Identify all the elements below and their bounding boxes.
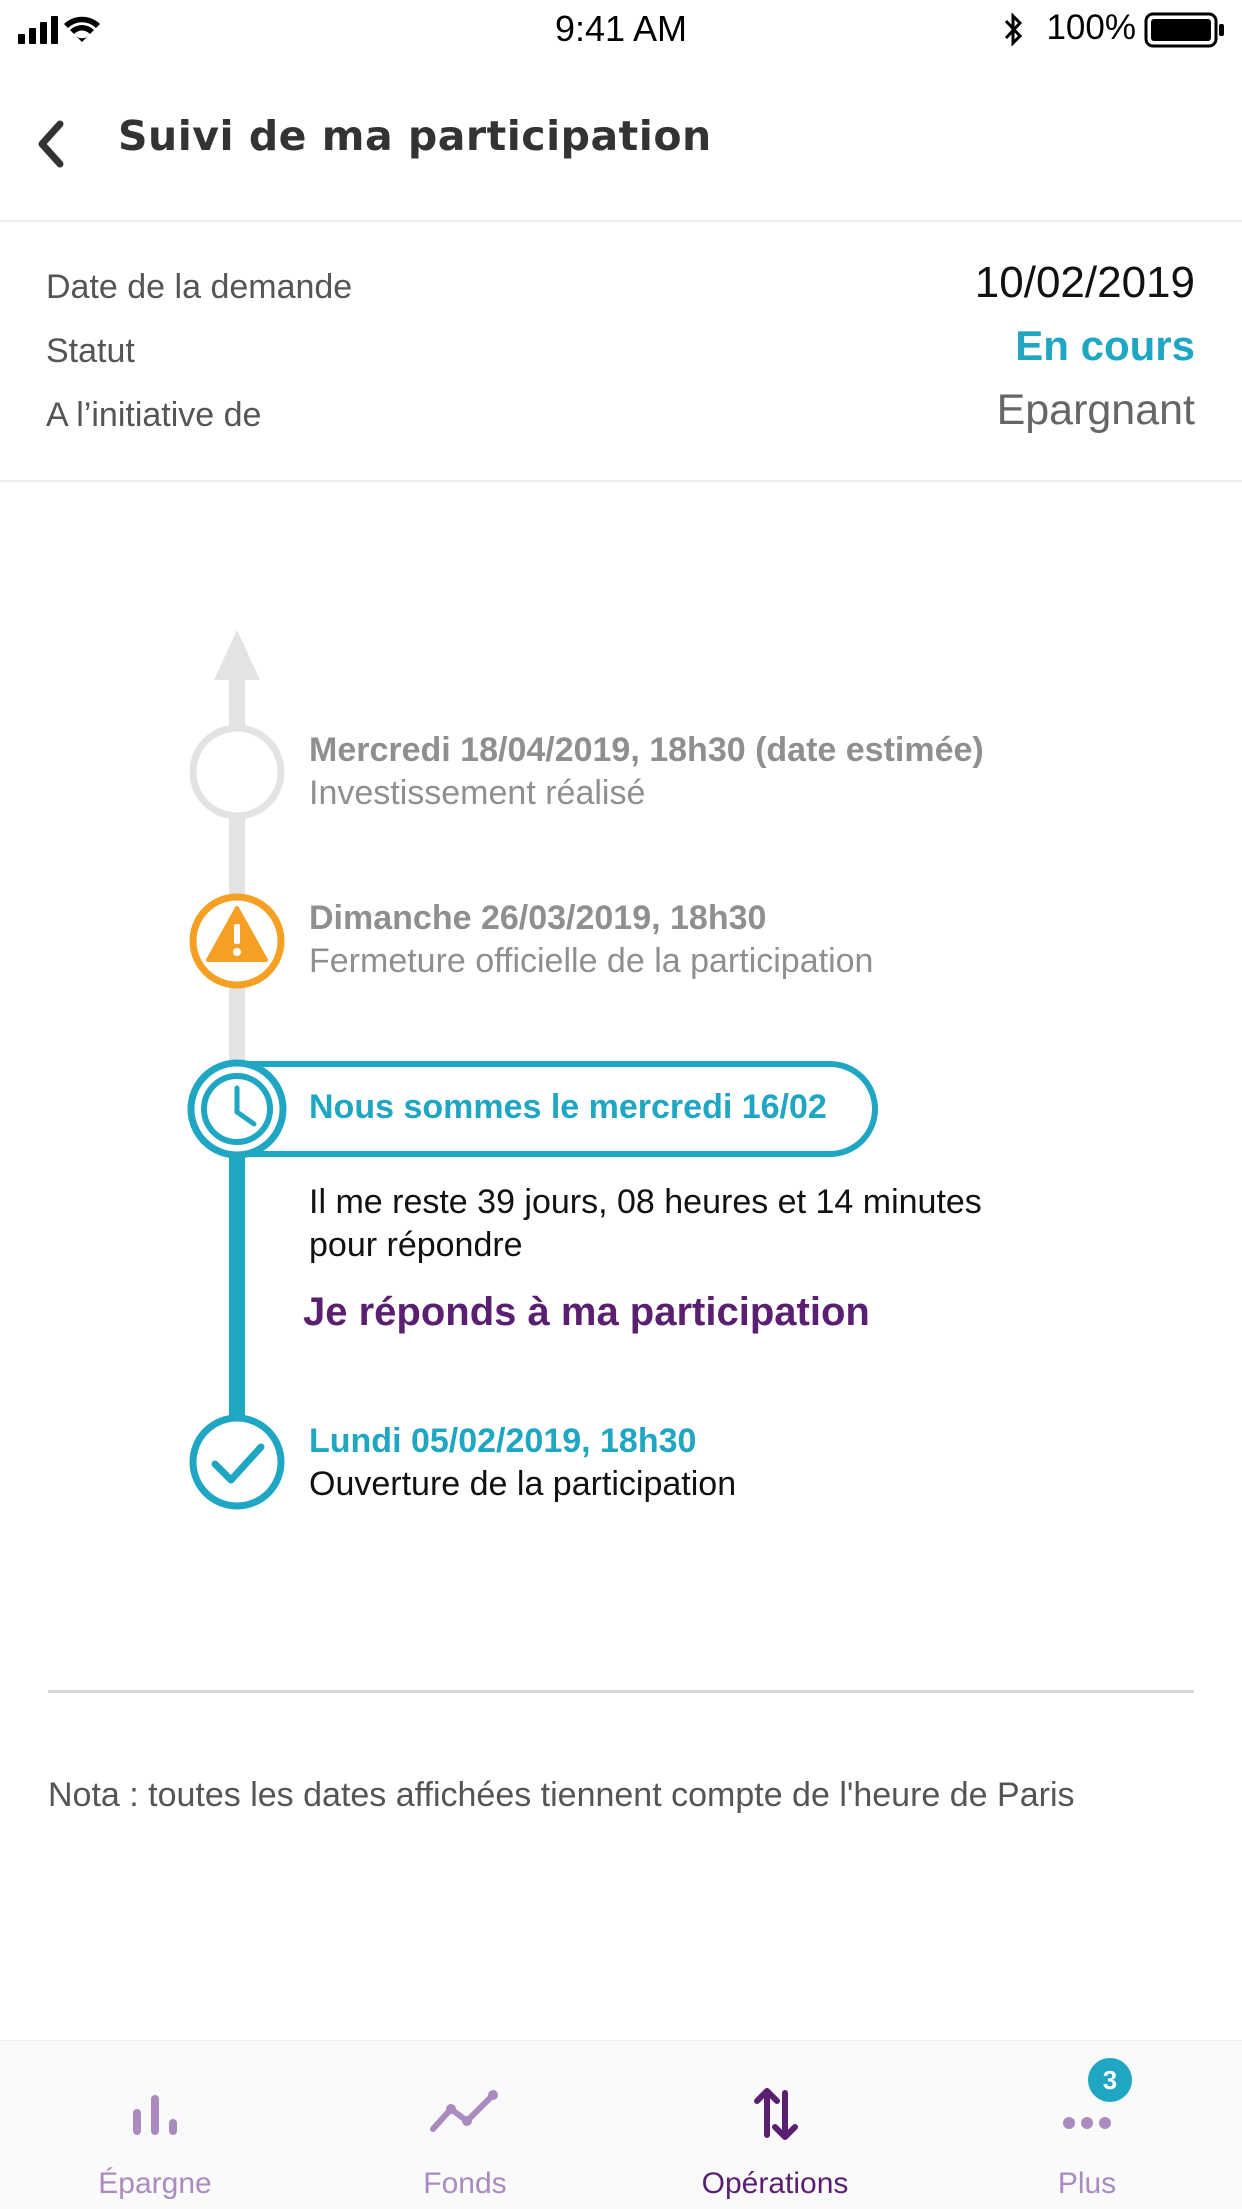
status-value: En cours <box>1015 322 1195 369</box>
battery-icon <box>1144 12 1228 48</box>
battery-percent: 100% <box>1046 8 1136 47</box>
tab-operations[interactable] <box>620 2041 930 2209</box>
page-title: Suivi de ma participation <box>118 112 712 160</box>
step-opening-date: Lundi 05/02/2019, 18h30 <box>309 1422 697 1460</box>
tab-label-epargne: Épargne <box>98 2167 212 2200</box>
tab-label-plus: Plus <box>1057 2167 1117 2200</box>
status-label: Statut <box>46 332 135 370</box>
step-current-title: Nous sommes le mercredi 16/02 <box>309 1088 827 1126</box>
tab-bar <box>0 2040 1242 2209</box>
step-closing-label: Fermeture officielle de la participation <box>309 942 874 980</box>
remaining-time-text-2: pour répondre <box>309 1226 523 1264</box>
tab-plus[interactable] <box>932 2041 1242 2209</box>
divider <box>48 1690 1194 1693</box>
line-chart-icon <box>425 2083 505 2143</box>
tab-label-fonds: Fonds <box>423 2167 507 2200</box>
initiative-label: A l’initiative de <box>46 396 262 434</box>
header <box>0 60 1242 222</box>
done-step-circle <box>193 1418 281 1506</box>
summary-panel <box>0 222 1242 482</box>
timezone-note: Nota : toutes les dates affichées tiennent compte de l'heure de Paris <box>48 1776 1075 1814</box>
tab-label-operations: Opérations <box>701 2167 849 2200</box>
tab-epargne[interactable] <box>0 2041 310 2209</box>
timeline-arrow-up-icon <box>214 630 260 680</box>
request-date-value: 10/02/2019 <box>974 258 1195 307</box>
status-time: 9:41 AM <box>554 8 688 49</box>
future-step-circle-icon <box>193 728 281 816</box>
remaining-time-text: Il me reste 39 jours, 08 heures et 14 minutes <box>309 1183 982 1221</box>
notification-badge: 3 <box>1088 2058 1132 2102</box>
request-date-label: Date de la demande <box>46 268 353 306</box>
step-closing-date: Dimanche 26/03/2019, 18h30 <box>309 899 767 937</box>
tab-fonds[interactable] <box>310 2041 620 2209</box>
transfer-arrows-icon <box>735 2083 815 2143</box>
bar-chart-icon <box>115 2083 195 2143</box>
step-future-date: Mercredi 18/04/2019, 18h30 (date estimée) <box>309 731 984 769</box>
bluetooth-icon <box>998 12 1028 48</box>
step-future-label: Investissement réalisé <box>309 774 646 812</box>
step-opening-label: Ouverture de la participation <box>309 1465 737 1503</box>
status-bar <box>0 0 1242 60</box>
initiative-value: Epargnant <box>996 386 1195 434</box>
respond-participation-link[interactable]: Je réponds à ma participation <box>303 1290 870 1334</box>
back-icon[interactable] <box>22 112 86 176</box>
